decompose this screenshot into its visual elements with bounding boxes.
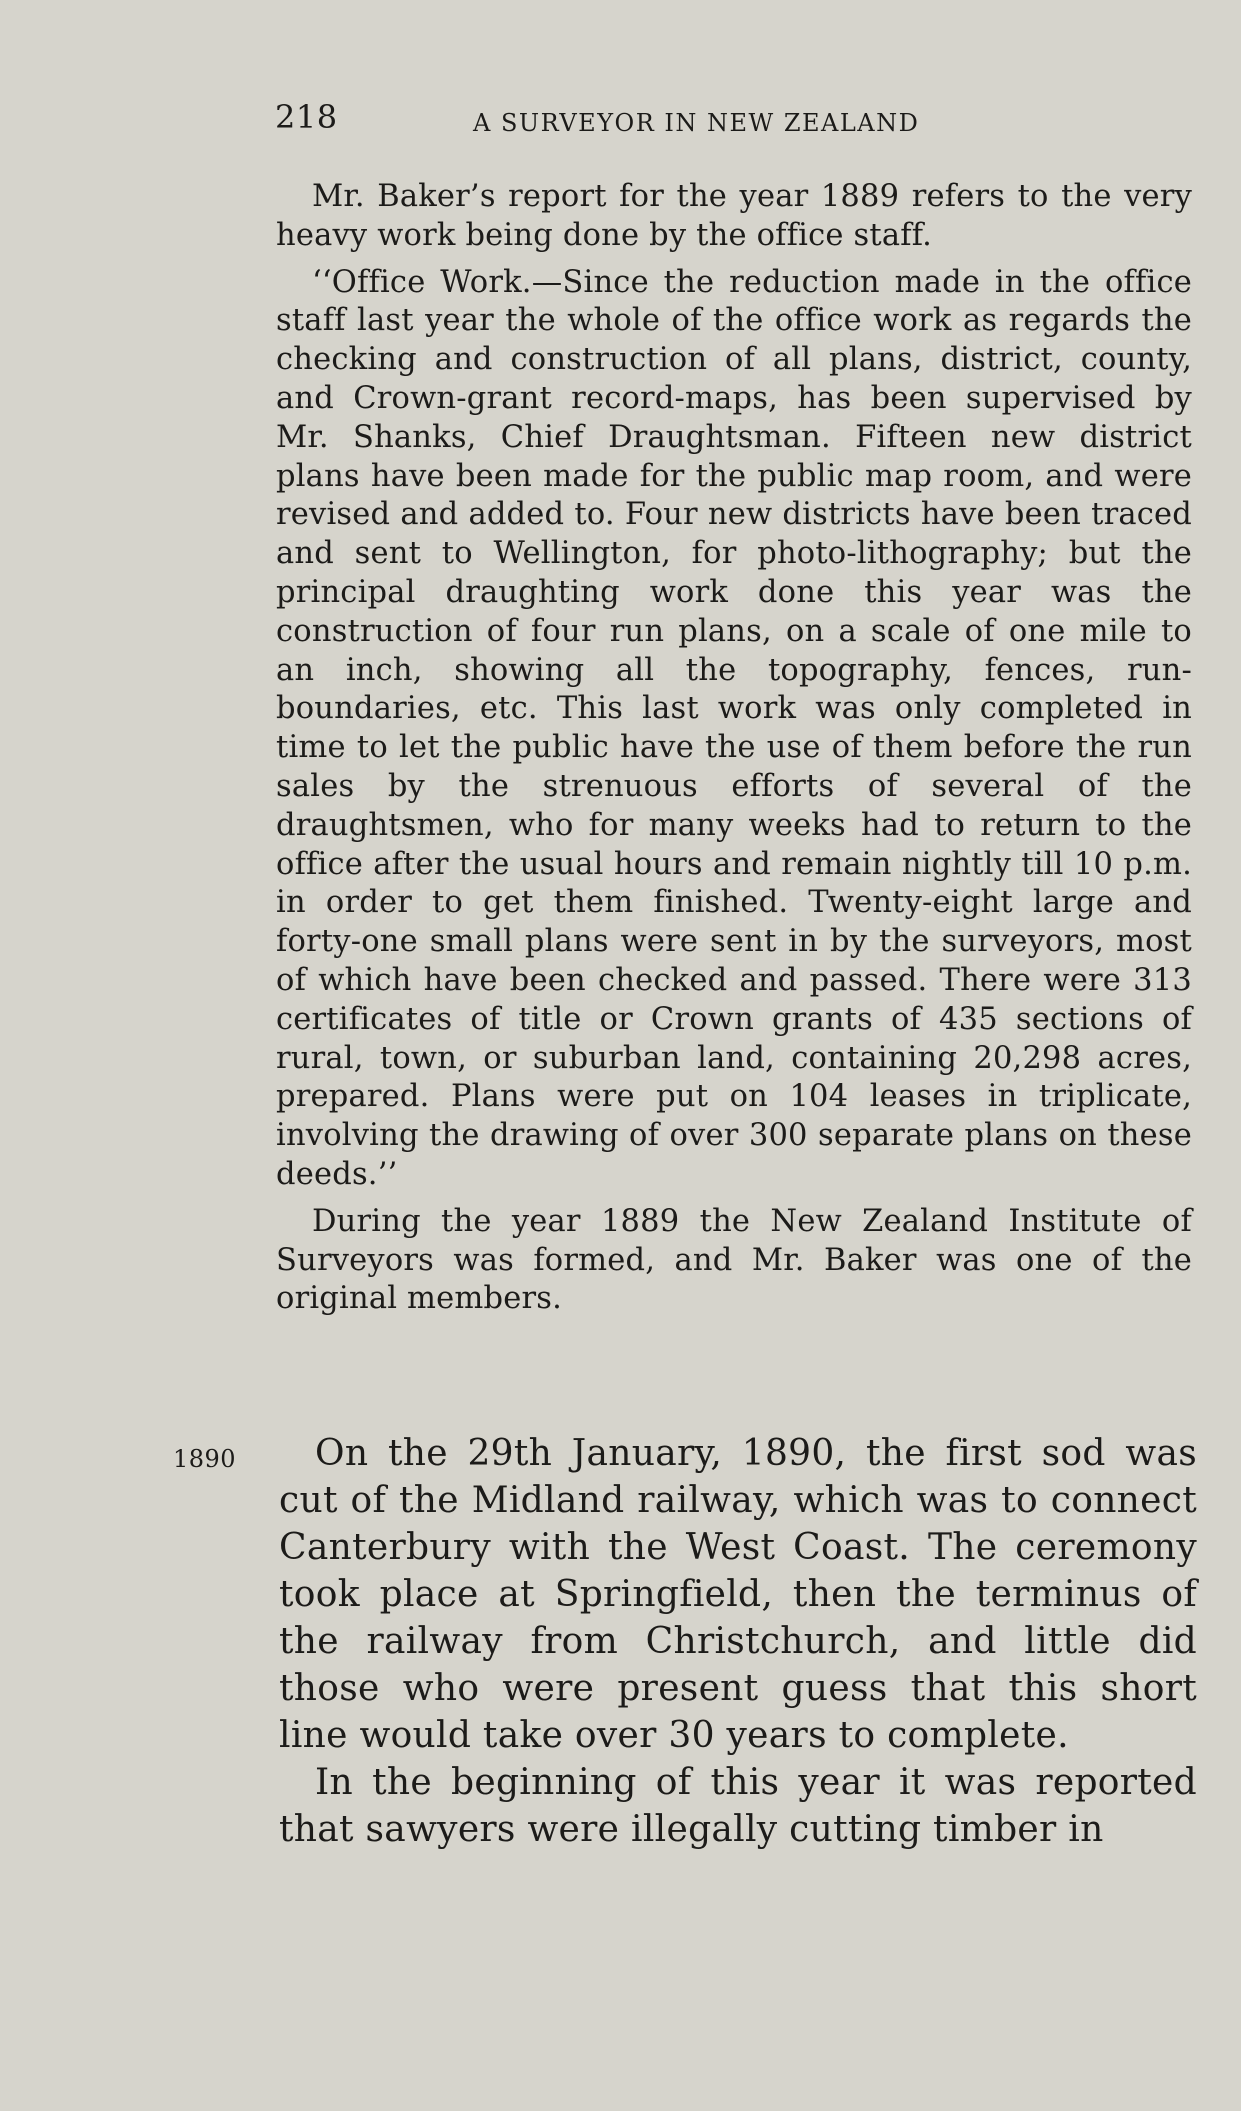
paragraph-midland-railway: On the 29th January, 1890, the first sod was cut of the Midland railway, which was to connect Canterbury with the West Coast. The ceremony took place at Springfield, then the terminus of the railway from Christchurch, and little did those who were present guess that this short line would take over 30 years to complete. [279, 1433, 1197, 1756]
paragraph-baker-report: Mr. Baker’s report for the year 1889 refers to the very heavy work being done by the office staff. [276, 179, 1192, 253]
page-number: 218 [275, 98, 338, 136]
margin-year-note: 1890 [173, 1445, 237, 1473]
paragraph-office-work-quote: ‘‘Office Work.—Since the reduction made in the office staff last year the whole of the office work as regards the checking and construction of all plans, district, county, and Crown-grant record-maps, has been supervised by Mr. Shanks, Chief Draughtsman. Fifteen new district plans have been made for the public map room, and were revised and added to. Four new districts have been traced and sent to Wellington, for photo-lithography; but the principal draughting work done this year was the construction of four run plans, on a scale of one mile to an inch, showing all the topography, fences, run-boundaries, etc. This last work was only completed in time to let the public have the use of them before the run sales by the strenuous efforts of several of the draughtsmen, who for many weeks had to return to the office after the usual hours and remain nightly till 10 p.m. in order to get them finished. Twenty-eight large and forty-one small plans were sent in by the surveyors, most of which have been checked and passed. There were 313 certificates of title or Crown grants of 435 sections of rural, town, or suburban land, containing 20,298 acres, prepared. Plans were put on 104 leases in triplicate, involving the drawing of over 300 separate plans on these deeds.’’ [276, 264, 1192, 1192]
paragraph-institute: During the year 1889 the New Zealand Institute of Surveyors was formed, and Mr. Baker was one of the original members. [276, 1203, 1192, 1317]
paragraph-sawyers: In the beginning of this year it was reported that sawyers were illegally cutting timber in [279, 1762, 1197, 1850]
large-type-section [279, 1430, 1197, 1853]
small-type-section [276, 178, 1192, 1319]
running-head [275, 98, 995, 148]
book-title: A SURVEYOR IN NEW ZEALAND [473, 109, 920, 137]
